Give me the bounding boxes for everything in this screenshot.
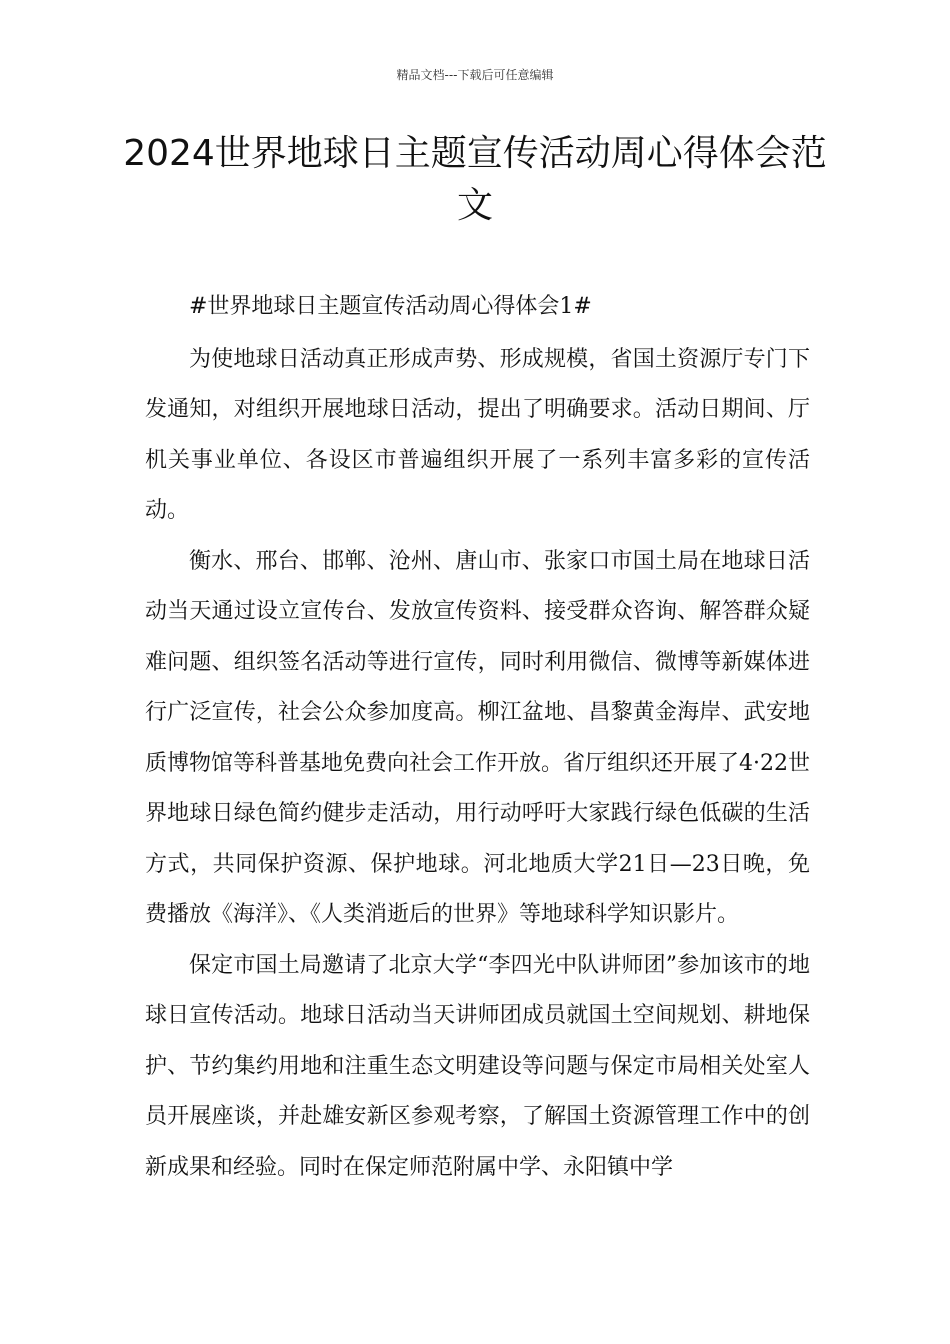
paragraph-3: 保定市国土局邀请了北京大学“李四光中队讲师团”参加该市的地球日宣传活动。地球日活动当天讲师团成员就国土空间规划、耕地保护、节约集约用地和注重生态文明建设等问题与保定市局相关处室人员开展座谈，并赴雄安新区参观考察，了解国土资源管理工作中的创新成果和经验。同时在保定师范附属中学、永阳镇中学: [145, 952, 810, 1180]
paragraph-1: 为使地球日活动真正形成声势、形成规模，省国土资源厅专门下发通知，对组织开展地球日活动，提出了明确要求。活动日期间、厅机关事业单位、各设区市普遍组织开展了一系列丰富多彩的宣传活动。: [145, 346, 810, 523]
paragraph-2: 衡水、邢台、邯郸、沧州、唐山市、张家口市国土局在地球日活动当天通过设立宣传台、发放宣传资料、接受群众咨询、解答群众疑难问题、组织签名活动等进行宣传，同时利用微信、微博等新媒体进行广泛宣传，社会公众参加度高。柳江盆地、昌黎黄金海岸、武安地质博物馆等科普基地免费向社会工作开放。省厅组织还开展了4·22世界地球日绿色简约健步走活动，用行动呼吁大家践行绿色低碳的生活方式，共同保护资源、保护地球。河北地质大学21日—23日晚，免费播放《海洋》、《人类消逝后的世界》等地球科学知识影片。: [145, 548, 810, 927]
document-body: [145, 282, 810, 1193]
header-note: 精品文档---下载后可任意编辑: [396, 68, 554, 82]
section-heading: #世界地球日主题宣传活动周心得体会1#: [189, 294, 592, 319]
document-title: 2024世界地球日主题宣传活动周心得体会范文: [123, 133, 827, 226]
